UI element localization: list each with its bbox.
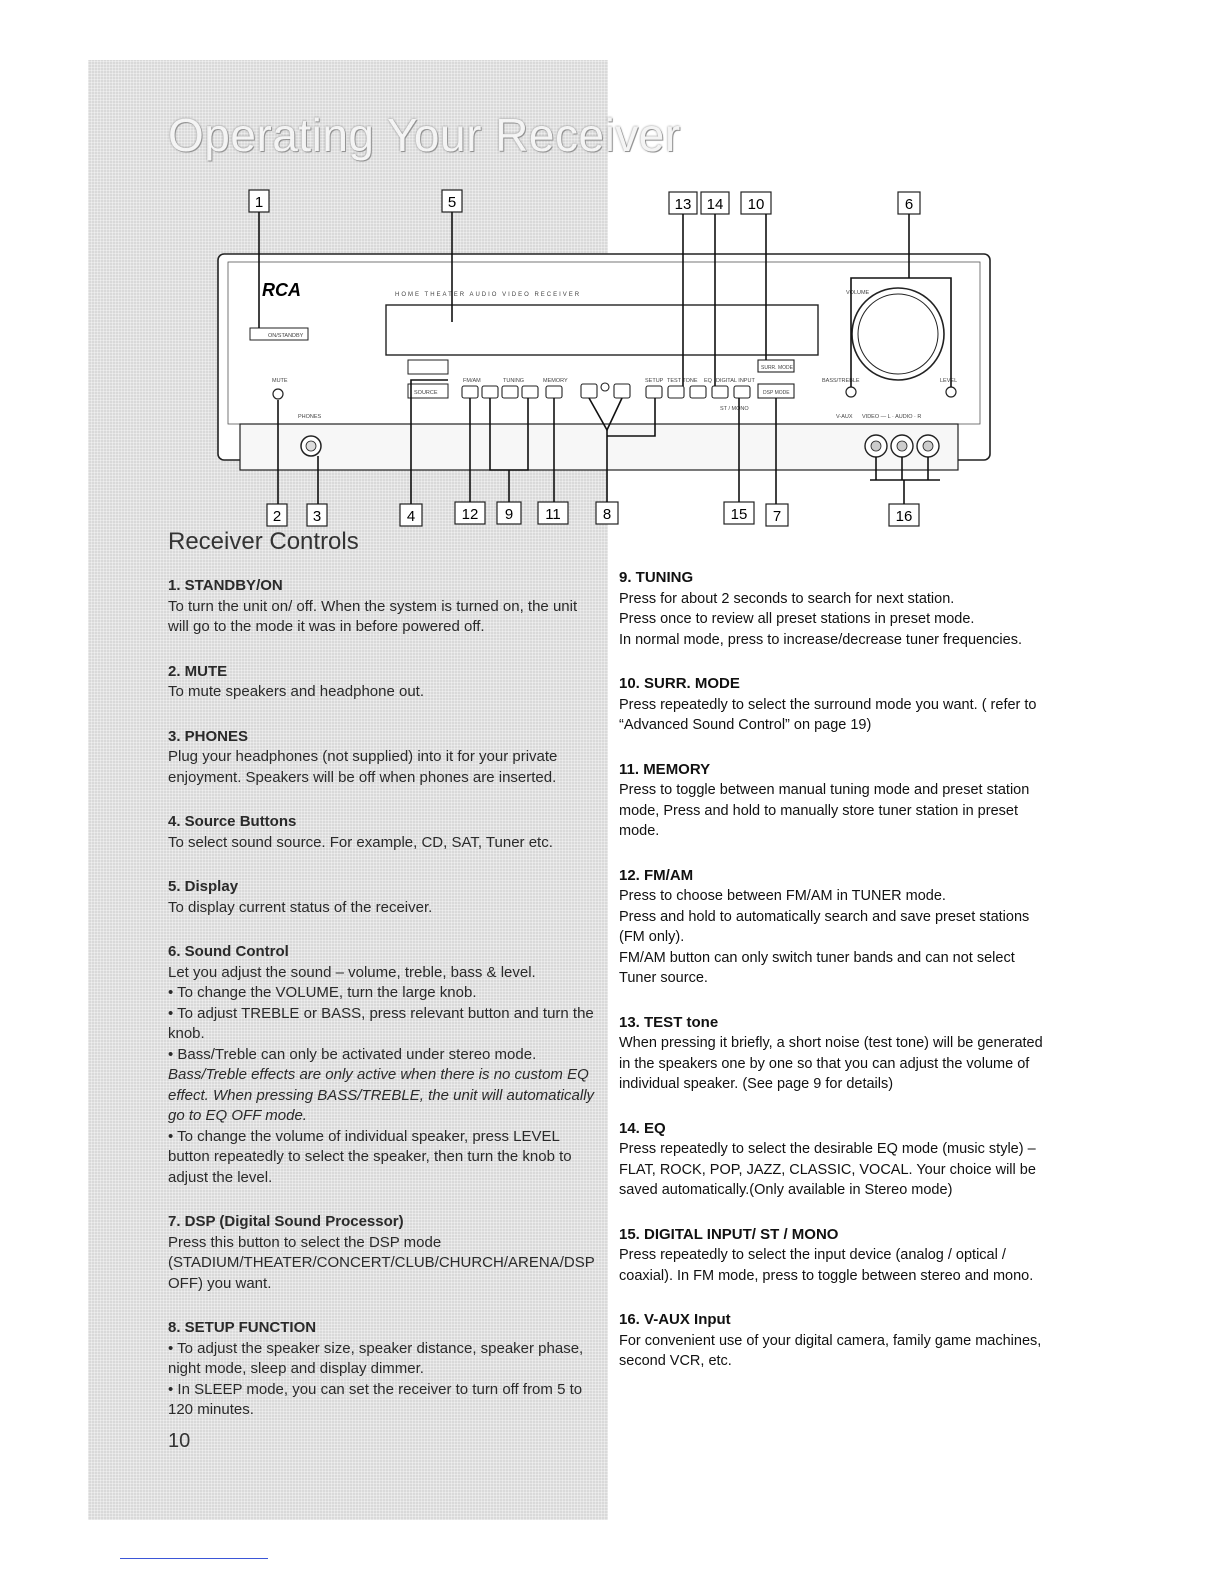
svg-text:VIDEO — L · AUDIO · R: VIDEO — L · AUDIO · R <box>862 414 922 420</box>
item-tuning: 9. TUNING Press for about 2 seconds to search for next station. Press once to review all preset stations in preset mode. In normal mode, press to increase/decrease tuner frequencies. <box>619 569 1022 648</box>
svg-text:HOME THEATER AUDIO VIDEO RECEI: HOME THEATER AUDIO VIDEO RECEIVER <box>395 292 582 298</box>
tuning-down-button <box>482 386 498 398</box>
footer-rule <box>120 1558 268 1559</box>
svg-text:TEST TONE: TEST TONE <box>667 378 698 384</box>
callout-15: 15 <box>730 506 748 523</box>
svg-text:LEVEL: LEVEL <box>940 378 958 384</box>
stmono-button <box>734 386 750 398</box>
page-title: Operating Your Receiver <box>168 109 681 161</box>
svg-text:MEMORY: MEMORY <box>543 378 568 384</box>
svg-text:ON/STANDBY: ON/STANDBY <box>268 333 304 339</box>
right-column <box>619 568 1044 1396</box>
svg-text:SURR. MODE: SURR. MODE <box>761 365 793 371</box>
svg-text:SOURCE: SOURCE <box>414 390 438 396</box>
svg-text:VOLUME: VOLUME <box>846 290 870 296</box>
item-test-tone: 13. TEST tone When pressing it briefly, a short noise (test tone) will be generated in the speakers one by one so that you can adjust the volume of individual speaker. (See page 9 for details) <box>619 1013 1043 1092</box>
mute-button <box>273 389 283 399</box>
item-display: 5. Display To display current status of the receiver. <box>168 878 433 916</box>
svg-text:EQ: EQ <box>704 378 712 384</box>
item-setup-function: 8. SETUP FUNCTION • To adjust the speaker size, speaker distance, speaker phase, night mode, sleep and display dimmer. • In SLEEP mode, you can set the receiver to turn off from 5 to 120 minutes. <box>168 1319 584 1418</box>
digital-input-button <box>712 386 728 398</box>
item-phones: 3. PHONES Plug your headphones (not supplied) into it for your private enjoyment. Speakers will be off when phones are inserted. <box>168 727 558 786</box>
svg-text:V-AUX: V-AUX <box>836 414 853 420</box>
svg-text:ST / MONO: ST / MONO <box>720 406 749 412</box>
fmam-button <box>462 386 478 398</box>
item-eq: 14. EQ Press repeatedly to select the desirable EQ mode (music style) – FLAT, ROCK, POP, JAZZ, CLASSIC, VOCAL. Your choice will be saved automatically.(Only available in Stereo mode) <box>619 1119 1036 1198</box>
setup-button <box>646 386 662 398</box>
tuning-up-button <box>502 386 518 398</box>
item-mute: 2. MUTE To mute speakers and headphone out. <box>168 662 425 700</box>
callout-8: 8 <box>602 506 612 523</box>
bass-treble-button <box>846 387 856 397</box>
page-number: 10 <box>168 1430 191 1452</box>
callout-13: 13 <box>674 196 692 213</box>
item-fmam: 12. FM/AM Press to choose between FM/AM in TUNER mode. Press and hold to automatically search and save preset stations (FM only). FM/AM button can only switch tuner bands and can not select Tuner source. <box>619 866 1030 986</box>
svg-text:PHONES: PHONES <box>298 414 322 420</box>
svg-text:TUNING: TUNING <box>503 378 525 384</box>
memory-button <box>546 386 562 398</box>
callout-7: 7 <box>772 508 782 525</box>
item-source-buttons: 4. Source Buttons To select sound source. For example, CD, SAT, Tuner etc. <box>168 813 553 851</box>
callout-1: 1 <box>254 194 264 211</box>
svg-text:FM/AM: FM/AM <box>463 378 481 384</box>
level-button <box>946 387 956 397</box>
testtone-button <box>668 386 684 398</box>
svg-text:MUTE: MUTE <box>272 378 288 384</box>
callout-10: 10 <box>747 196 765 213</box>
left-column <box>168 576 598 1445</box>
svg-text:BASS/TREBLE: BASS/TREBLE <box>822 378 860 384</box>
svg-text:DIGITAL INPUT: DIGITAL INPUT <box>716 378 755 384</box>
item-surr-mode: 10. SURR. MODE Press repeatedly to select the surround mode you want. ( refer to “Advanced Sound Control” on page 19) <box>619 675 1037 733</box>
callout-3: 3 <box>312 508 322 525</box>
item-vaux-input: 16. V-AUX Input For convenient use of your digital camera, family game machines, second VCR, etc. <box>619 1311 1042 1369</box>
setup-up-button <box>614 384 630 398</box>
svg-text:DSP MODE: DSP MODE <box>763 390 790 396</box>
section-title: Receiver Controls <box>168 528 359 555</box>
item-sound-control: 6. Sound Control Let you adjust the sound – volume, treble, bass & level. • To change the VOLUME, turn the large knob. • To adjust TREBLE or BASS, press relevant button and turn the knob. • Bass/Treble can only be activated under stereo mode. Bass/Treble effects are only active when there is no custom EQ effect. When pressing BASS/TREBLE, the unit will automatically go to EQ OFF mode. • To change the volume of individual speaker, press LEVEL button repeatedly to select the speaker, then turn the knob to adjust the level. <box>168 943 595 1186</box>
receiver-diagram <box>0 0 1224 540</box>
volume-knob <box>852 288 944 380</box>
eq-button <box>690 386 706 398</box>
item-dsp: 7. DSP (Digital Sound Processor) Press this button to select the DSP mode (STADIUM/THEATER/CONCERT/CLUB/CHURCH/ARENA/DSP OFF) you want. <box>168 1213 595 1292</box>
item-digital-input: 15. DIGITAL INPUT/ ST / MONO Press repeatedly to select the input device (analog / optical / coaxial). In FM mode, press to toggle between stereo and mono. <box>619 1225 1034 1284</box>
source-button-up <box>408 360 448 374</box>
callout-4: 4 <box>406 508 416 525</box>
display-window <box>386 305 818 355</box>
callout-2: 2 <box>272 508 282 525</box>
item-memory: 11. MEMORY Press to toggle between manual tuning mode and preset station mode, Press and hold to manually store tuner station in preset mode. <box>619 760 1030 839</box>
callout-12: 12 <box>461 506 479 523</box>
callout-11: 11 <box>545 506 561 523</box>
callout-14: 14 <box>706 196 724 213</box>
item-standby: 1. STANDBY/ON To turn the unit on/ off. When the system is turned on, the unit will go to the mode it was in before powered off. <box>168 577 578 635</box>
svg-text:SETUP: SETUP <box>645 378 664 384</box>
preset-button <box>522 386 538 398</box>
setup-down-button <box>581 384 597 398</box>
brand-logo: RCA <box>262 280 301 300</box>
callout-16: 16 <box>895 508 913 525</box>
callout-6: 6 <box>904 196 914 213</box>
callout-5: 5 <box>447 194 457 211</box>
callout-9: 9 <box>504 506 514 523</box>
